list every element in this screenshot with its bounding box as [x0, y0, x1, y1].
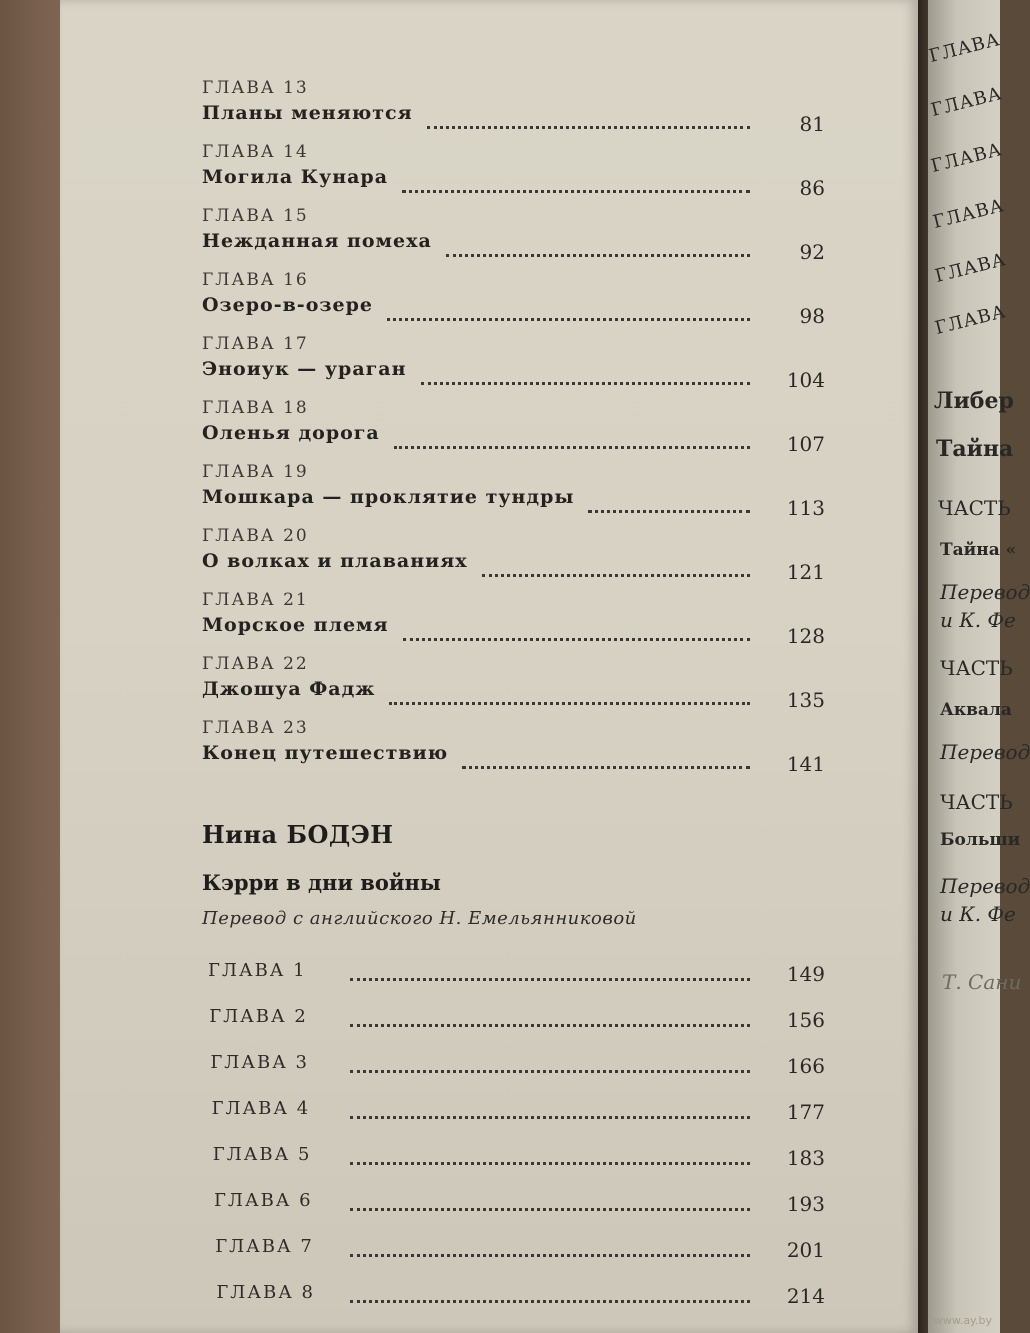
right-page-line: Либер: [934, 388, 1014, 414]
section-author: Нина БОДЭН: [202, 820, 394, 849]
leader-dots: [394, 446, 750, 449]
chapter-page-number: 113: [786, 496, 825, 520]
chapter-label: ГЛАВА 7: [215, 1236, 314, 1257]
chapter-page-number: 92: [799, 240, 825, 264]
leader-dots: [403, 638, 750, 641]
chapter-label: ГЛАВА 20: [202, 526, 309, 546]
right-page-label: ГЛАВА: [932, 301, 1009, 339]
table-surface: [0, 0, 60, 1333]
chapter-title: Конец путешествию: [202, 742, 449, 764]
chapter-page-number: 104: [786, 368, 825, 392]
right-page-label: ГЛАВА: [932, 249, 1009, 287]
chapter-label: ГЛАВА 3: [210, 1052, 309, 1073]
leader-dots: [350, 1070, 750, 1073]
chapter-page-number: 156: [786, 1008, 825, 1032]
leader-dots: [350, 1254, 750, 1257]
section-book-title: Кэрри в дни войны: [202, 870, 441, 895]
chapter-title: Нежданная помеха: [202, 230, 432, 252]
right-page-line: Больши: [940, 830, 1021, 850]
leader-dots: [350, 1116, 750, 1119]
leader-dots: [350, 1300, 750, 1303]
chapter-label: ГЛАВА 4: [211, 1098, 311, 1119]
right-page-line: Т. Сани: [942, 970, 1022, 994]
chapter-label: ГЛАВА 14: [202, 142, 309, 162]
leader-dots: [402, 190, 750, 193]
leader-dots: [350, 1208, 750, 1211]
right-page-line: Тайна: [936, 436, 1014, 462]
right-book-page: [926, 0, 1030, 1333]
right-page-line: Перевод: [940, 580, 1030, 604]
leader-dots: [387, 318, 750, 321]
chapter-page-number: 166: [786, 1054, 825, 1078]
chapter-label: ГЛАВА 2: [209, 1006, 308, 1027]
right-page-line: Перевод: [940, 740, 1030, 764]
chapter-page-number: 183: [786, 1146, 825, 1170]
chapter-page-number: 128: [786, 624, 825, 648]
chapter-label: ГЛАВА 6: [214, 1190, 313, 1211]
chapter-label: ГЛАВА 15: [202, 206, 309, 226]
chapter-page-number: 121: [786, 560, 825, 584]
chapter-label: ГЛАВА 13: [202, 78, 309, 98]
chapter-title: Джошуа Фадж: [202, 678, 376, 700]
chapter-title: Мошкара — проклятие тундры: [202, 486, 575, 508]
leader-dots: [462, 766, 750, 769]
chapter-title: Озеро-в-озере: [202, 294, 373, 316]
chapter-page-number: 214: [786, 1284, 825, 1308]
chapter-title: Планы меняются: [202, 102, 413, 124]
left-book-page: [60, 0, 918, 1333]
right-page-line: Аквала: [940, 700, 1012, 720]
chapter-label: ГЛАВА 1: [208, 960, 307, 981]
chapter-label: ГЛАВА 5: [212, 1144, 312, 1165]
chapter-label: ГЛАВА 16: [202, 270, 309, 290]
leader-dots: [421, 382, 750, 385]
leader-dots: [389, 702, 750, 705]
chapter-page-number: 135: [786, 688, 825, 712]
chapter-label: ГЛАВА 17: [202, 334, 309, 354]
right-page-line: ЧАСТЬ: [940, 790, 1013, 814]
right-page-label: ГЛАВА: [930, 195, 1007, 233]
section-translation-credit: Перевод с английского Н. Емельянниковой: [202, 908, 637, 929]
right-page-label: ГЛАВА: [928, 139, 1005, 177]
leader-dots: [427, 126, 750, 129]
chapter-label: ГЛАВА 21: [202, 590, 309, 610]
chapter-title: Эноиук — ураган: [202, 358, 407, 380]
chapter-page-number: 81: [799, 112, 825, 136]
right-page-line: и К. Фе: [940, 902, 1016, 926]
right-page-line: ЧАСТЬ: [938, 496, 1011, 520]
chapter-label: ГЛАВА 19: [202, 462, 309, 482]
chapter-page-number: 141: [786, 752, 825, 776]
leader-dots: [350, 978, 750, 981]
leader-dots: [482, 574, 750, 577]
chapter-page-number: 98: [799, 304, 825, 328]
watermark: www.ay.by: [933, 1314, 992, 1327]
leader-dots: [446, 254, 750, 257]
chapter-label: ГЛАВА 8: [216, 1282, 315, 1303]
chapter-label: ГЛАВА 22: [202, 654, 309, 674]
chapter-label: ГЛАВА 23: [202, 718, 309, 738]
leader-dots: [588, 510, 750, 513]
chapter-title: Оленья дорога: [202, 422, 380, 444]
chapter-page-number: 177: [786, 1100, 825, 1124]
right-page-label: ГЛАВА: [928, 83, 1005, 121]
chapter-title: Морское племя: [202, 614, 389, 636]
chapter-page-number: 193: [786, 1192, 825, 1216]
chapter-page-number: 201: [786, 1238, 825, 1262]
chapter-page-number: 107: [786, 432, 825, 456]
right-page-line: Тайна «: [940, 540, 1017, 560]
chapter-page-number: 149: [786, 962, 825, 986]
right-page-line: и К. Фе: [940, 608, 1016, 632]
chapter-title: Могила Кунара: [202, 166, 389, 188]
chapter-title: О волках и плаваниях: [202, 550, 468, 572]
leader-dots: [350, 1024, 750, 1027]
right-page-line: Перевод: [940, 874, 1030, 898]
chapter-page-number: 86: [799, 176, 825, 200]
chapter-label: ГЛАВА 18: [202, 398, 309, 418]
right-page-line: ЧАСТЬ: [940, 656, 1013, 680]
right-page-label: ГЛАВА: [926, 29, 1003, 68]
leader-dots: [350, 1162, 750, 1165]
